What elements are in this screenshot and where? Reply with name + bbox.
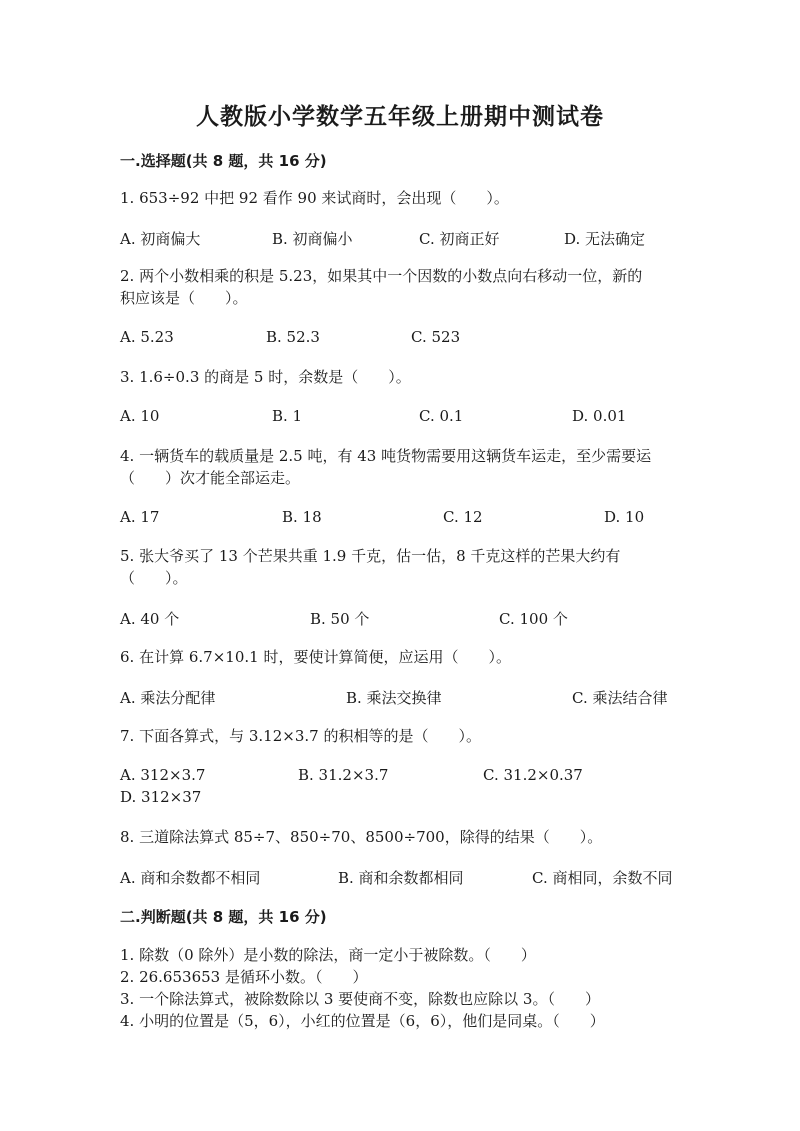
question-2-text-cont: 积应该是（ ）。 [120,289,248,307]
q1-option-d: D. 无法确定 [564,230,646,248]
q4-option-d: D. 10 [604,508,645,526]
q7-option-a: A. 312×3.7 [120,766,206,784]
q3-option-d: D. 0.01 [572,407,627,425]
q5-option-c: C. 100 个 [499,610,568,628]
question-2-text: 2. 两个小数相乘的积是 5.23，如果其中一个因数的小数点向右移动一位，新的 [120,267,643,285]
q1-option-a: A. 初商偏大 [120,230,201,248]
q7-option-b: B. 31.2×3.7 [298,766,389,784]
q2-option-a: A. 5.23 [120,328,174,346]
question-7-text: 7. 下面各算式，与 3.12×3.7 的积相等的是（ ）。 [120,727,481,745]
q5-option-a: A. 40 个 [120,610,180,628]
q8-option-a: A. 商和余数都不相同 [120,869,261,887]
q1-option-c: C. 初商正好 [419,230,500,248]
q7-option-d: D. 312×37 [120,788,202,806]
q4-option-b: B. 18 [282,508,322,526]
q5-option-b: B. 50 个 [310,610,370,628]
q1-option-b: B. 初商偏小 [272,230,353,248]
question-1-text: 1. 653÷92 中把 92 看作 90 来试商时，会出现（ ）。 [120,189,509,207]
judgment-3-text: 3. 一个除法算式，被除数除以 3 要使商不变，除数也应除以 3。（ ） [120,990,600,1008]
q7-option-c: C. 31.2×0.37 [483,766,583,784]
q4-option-a: A. 17 [120,508,160,526]
q6-option-b: B. 乘法交换律 [346,689,442,707]
question-4-text-cont: （ ）次才能全部运走。 [120,469,301,487]
q2-option-b: B. 52.3 [266,328,320,346]
judgment-4-text: 4. 小明的位置是（5，6），小红的位置是（6，6），他们是同桌。（ ） [120,1012,605,1030]
question-6-text: 6. 在计算 6.7×10.1 时，要使计算简便，应运用（ ）。 [120,648,511,666]
question-4-text: 4. 一辆货车的载质量是 2.5 吨，有 43 吨货物需要用这辆货车运走，至少需要运 [120,447,652,465]
section-heading-choice: 一.选择题(共 8 题，共 16 分) [120,152,327,170]
q2-option-c: C. 523 [411,328,461,346]
question-5-text: 5. 张大爷买了 13 个芒果共重 1.9 千克，估一估，8 千克这样的芒果大约有 [120,547,621,565]
q4-option-c: C. 12 [443,508,483,526]
q8-option-c: C. 商相同，余数不同 [532,869,673,887]
q3-option-c: C. 0.1 [419,407,464,425]
question-8-text: 8. 三道除法算式 85÷7、850÷70、8500÷700，除得的结果（ ）。 [120,828,603,846]
judgment-2-text: 2. 26.653653 是循环小数。（ ） [120,968,368,986]
q6-option-a: A. 乘法分配律 [120,689,216,707]
page-title: 人教版小学数学五年级上册期中测试卷 [196,104,604,130]
q3-option-a: A. 10 [120,407,160,425]
section-heading-judgment: 二.判断题(共 8 题，共 16 分) [120,908,327,926]
question-3-text: 3. 1.6÷0.3 的商是 5 时，余数是（ ）。 [120,368,411,386]
q6-option-c: C. 乘法结合律 [572,689,668,707]
judgment-1-text: 1. 除数（0 除外）是小数的除法，商一定小于被除数。（ ） [120,946,536,964]
q3-option-b: B. 1 [272,407,303,425]
q8-option-b: B. 商和余数都相同 [338,869,464,887]
question-5-text-cont: （ ）。 [120,569,188,587]
